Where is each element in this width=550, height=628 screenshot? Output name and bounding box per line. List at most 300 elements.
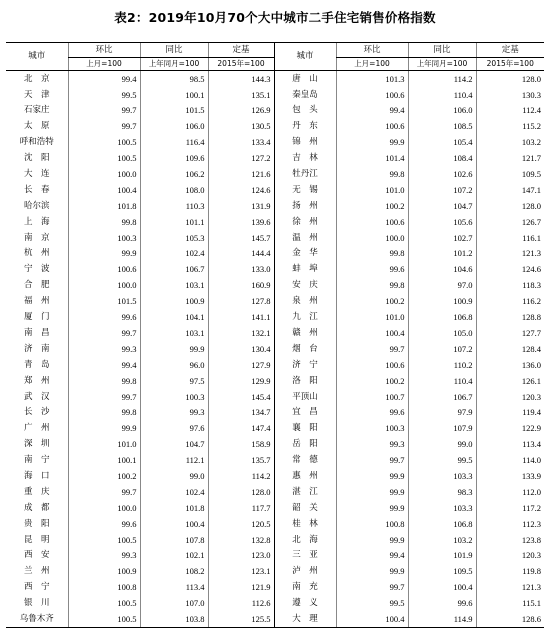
- mom-value-right: 101.3: [336, 71, 408, 87]
- yoy-value-left: 100.9: [140, 293, 208, 309]
- yoy-value-left: 101.8: [140, 500, 208, 516]
- city-name-right: 北 海: [274, 532, 336, 548]
- header-base-sub-left: 2015年=100: [208, 58, 274, 71]
- base-value-left: 158.9: [208, 436, 274, 452]
- mom-value-right: 101.0: [336, 182, 408, 198]
- base-value-right: 103.2: [476, 135, 544, 151]
- city-name-left: 宁 波: [23, 264, 50, 275]
- mom-value-left: 99.4: [68, 357, 140, 373]
- mom-value-right: 101.0: [336, 309, 408, 325]
- yoy-value-right: 114.2: [408, 71, 476, 87]
- yoy-value-left: 112.1: [140, 452, 208, 468]
- city-name-left: 大 连: [23, 169, 50, 180]
- header-row: [6, 43, 544, 58]
- yoy-value-right: 104.6: [408, 262, 476, 278]
- yoy-value-left: 99.0: [140, 468, 208, 484]
- city-name-left: 哈尔滨: [23, 200, 50, 211]
- city-name-right: 包 头: [274, 103, 336, 119]
- yoy-value-left: 97.5: [140, 373, 208, 389]
- mom-value-right: 100.4: [336, 611, 408, 627]
- mom-value-right: 99.9: [336, 564, 408, 580]
- base-value-right: 123.8: [476, 532, 544, 548]
- table-row: [6, 278, 544, 294]
- city-name-left: 西 宁: [23, 582, 50, 593]
- base-value-right: 133.9: [476, 468, 544, 484]
- base-value-left: 145.7: [208, 230, 274, 246]
- city-name-right: 温 州: [274, 230, 336, 246]
- base-value-left: 127.2: [208, 150, 274, 166]
- table-row: [6, 87, 544, 103]
- city-name-right: 常 德: [274, 452, 336, 468]
- base-value-left: 123.0: [208, 548, 274, 564]
- city-name-right: 襄 阳: [274, 421, 336, 437]
- mom-value-right: 99.9: [336, 532, 408, 548]
- table-row: [6, 580, 544, 596]
- base-value-right: 115.2: [476, 119, 544, 135]
- yoy-value-left: 101.1: [140, 214, 208, 230]
- city-name-left: 济 南: [23, 343, 50, 354]
- mom-value-left: 100.4: [68, 182, 140, 198]
- yoy-value-right: 110.4: [408, 87, 476, 103]
- yoy-value-left: 109.6: [140, 150, 208, 166]
- table-row: [6, 119, 544, 135]
- table-row: [6, 135, 544, 151]
- mom-value-left: 99.5: [68, 87, 140, 103]
- mom-value-right: 101.4: [336, 150, 408, 166]
- mom-value-left: 100.8: [68, 580, 140, 596]
- yoy-value-left: 105.3: [140, 230, 208, 246]
- mom-value-right: 99.9: [336, 468, 408, 484]
- yoy-value-right: 110.2: [408, 357, 476, 373]
- table-row: [6, 564, 544, 580]
- city-name-right: 泉 州: [274, 293, 336, 309]
- base-value-left: 160.9: [208, 278, 274, 294]
- header-yoy-right: 同比: [408, 43, 476, 58]
- base-value-right: 112.3: [476, 516, 544, 532]
- city-name-left: 福 州: [23, 296, 50, 307]
- mom-value-right: 100.2: [336, 373, 408, 389]
- base-value-right: 115.1: [476, 595, 544, 611]
- header-mom-right: 环比: [336, 43, 408, 58]
- base-value-right: 120.3: [476, 548, 544, 564]
- table-row: [6, 166, 544, 182]
- city-name-left: 海 口: [23, 470, 50, 481]
- mom-value-right: 100.8: [336, 516, 408, 532]
- city-name-left: 厦 门: [23, 312, 50, 323]
- table-row: [6, 341, 544, 357]
- yoy-value-right: 108.5: [408, 119, 476, 135]
- mom-value-right: 100.7: [336, 389, 408, 405]
- city-name-left: 兰 州: [23, 566, 50, 577]
- mom-value-left: 99.9: [68, 246, 140, 262]
- yoy-value-left: 100.3: [140, 389, 208, 405]
- base-value-right: 128.4: [476, 341, 544, 357]
- base-value-right: 128.0: [476, 71, 544, 87]
- city-name-left: 青 岛: [23, 359, 50, 370]
- mom-value-right: 99.8: [336, 278, 408, 294]
- price-index-table: [6, 42, 544, 628]
- table-row: [6, 611, 544, 627]
- city-name-left: 昆 明: [23, 534, 50, 545]
- city-name-left: 合 肥: [23, 280, 50, 291]
- city-name-left: 杭 州: [23, 248, 50, 259]
- base-value-left: 112.6: [208, 595, 274, 611]
- city-name-left: 贵 阳: [23, 518, 50, 529]
- base-value-right: 119.4: [476, 405, 544, 421]
- yoy-value-left: 106.0: [140, 119, 208, 135]
- base-value-right: 121.3: [476, 580, 544, 596]
- table-row: [6, 405, 544, 421]
- city-name-left: 石家庄: [23, 105, 50, 116]
- yoy-value-right: 114.9: [408, 611, 476, 627]
- mom-value-right: 99.4: [336, 103, 408, 119]
- base-value-left: 133.0: [208, 262, 274, 278]
- city-name-right: 济 宁: [274, 357, 336, 373]
- base-value-left: 130.4: [208, 341, 274, 357]
- mom-value-left: 100.0: [68, 278, 140, 294]
- yoy-value-left: 97.6: [140, 421, 208, 437]
- yoy-value-right: 103.3: [408, 468, 476, 484]
- mom-value-right: 99.9: [336, 135, 408, 151]
- yoy-value-left: 99.3: [140, 405, 208, 421]
- yoy-value-right: 97.9: [408, 405, 476, 421]
- yoy-value-right: 98.3: [408, 484, 476, 500]
- table-row: [6, 389, 544, 405]
- base-value-left: 127.8: [208, 293, 274, 309]
- city-name-left: 南 昌: [23, 327, 50, 338]
- base-value-left: 133.4: [208, 135, 274, 151]
- table-row: [6, 500, 544, 516]
- table-row: [6, 548, 544, 564]
- city-name-right: 湛 江: [274, 484, 336, 500]
- table-row: [6, 595, 544, 611]
- mom-value-left: 101.0: [68, 436, 140, 452]
- table-row: [6, 532, 544, 548]
- city-name-left: 武 汉: [23, 391, 50, 402]
- yoy-value-right: 100.4: [408, 580, 476, 596]
- table-row: [6, 230, 544, 246]
- base-value-left: 127.9: [208, 357, 274, 373]
- base-value-right: 127.7: [476, 325, 544, 341]
- base-value-left: 128.0: [208, 484, 274, 500]
- city-name-right: 平顶山: [274, 389, 336, 405]
- base-value-left: 117.7: [208, 500, 274, 516]
- city-name-right: 锦 州: [274, 135, 336, 151]
- base-value-right: 114.0: [476, 452, 544, 468]
- city-name-right: 韶 关: [274, 500, 336, 516]
- yoy-value-right: 99.6: [408, 595, 476, 611]
- base-value-left: 141.1: [208, 309, 274, 325]
- yoy-value-left: 102.4: [140, 246, 208, 262]
- yoy-value-right: 107.9: [408, 421, 476, 437]
- mom-value-left: 99.6: [68, 516, 140, 532]
- base-value-right: 126.7: [476, 214, 544, 230]
- city-name-left: 太 原: [23, 121, 50, 132]
- mom-value-right: 100.6: [336, 214, 408, 230]
- table-title: 表2：2019年10月70个大中城市二手住宅销售价格指数: [114, 10, 436, 25]
- table-row: [6, 452, 544, 468]
- header-yoy-sub-left: 上年同月=100: [140, 58, 208, 71]
- city-name-right: 安 庆: [274, 278, 336, 294]
- mom-value-right: 100.3: [336, 421, 408, 437]
- base-value-right: 118.3: [476, 278, 544, 294]
- table-row: [6, 150, 544, 166]
- yoy-value-left: 100.4: [140, 516, 208, 532]
- city-name-left: 成 都: [23, 502, 50, 513]
- city-name-left: 重 庆: [23, 486, 50, 497]
- mom-value-left: 101.8: [68, 198, 140, 214]
- city-name-right: 遵 义: [274, 595, 336, 611]
- yoy-value-left: 96.0: [140, 357, 208, 373]
- base-value-left: 123.1: [208, 564, 274, 580]
- mom-value-left: 99.6: [68, 309, 140, 325]
- header-base-sub-right: 2015年=100: [476, 58, 544, 71]
- city-name-right: 九 江: [274, 309, 336, 325]
- table-row: [6, 421, 544, 437]
- table-row: [6, 325, 544, 341]
- mom-value-left: 100.1: [68, 452, 140, 468]
- yoy-value-right: 101.9: [408, 548, 476, 564]
- mom-value-right: 99.5: [336, 595, 408, 611]
- mom-value-right: 99.8: [336, 166, 408, 182]
- table-row: [6, 516, 544, 532]
- yoy-value-left: 106.7: [140, 262, 208, 278]
- yoy-value-left: 113.4: [140, 580, 208, 596]
- yoy-value-left: 102.4: [140, 484, 208, 500]
- yoy-value-right: 106.7: [408, 389, 476, 405]
- mom-value-right: 99.7: [336, 452, 408, 468]
- base-value-right: 119.8: [476, 564, 544, 580]
- mom-value-right: 100.2: [336, 198, 408, 214]
- yoy-value-left: 106.2: [140, 166, 208, 182]
- base-value-left: 135.7: [208, 452, 274, 468]
- yoy-value-left: 101.5: [140, 103, 208, 119]
- table-row: [6, 262, 544, 278]
- base-value-left: 132.8: [208, 532, 274, 548]
- city-name-left: 西 安: [23, 550, 50, 561]
- mom-value-right: 100.2: [336, 293, 408, 309]
- mom-value-left: 100.2: [68, 468, 140, 484]
- table-row: [6, 468, 544, 484]
- city-name-left: 南 京: [23, 232, 50, 243]
- base-value-right: 136.0: [476, 357, 544, 373]
- city-name-left: 北 京: [23, 73, 50, 84]
- yoy-value-left: 108.0: [140, 182, 208, 198]
- yoy-value-left: 103.1: [140, 325, 208, 341]
- mom-value-left: 100.6: [68, 262, 140, 278]
- yoy-value-right: 107.2: [408, 182, 476, 198]
- yoy-value-left: 98.5: [140, 71, 208, 87]
- base-value-left: 129.9: [208, 373, 274, 389]
- yoy-value-right: 103.2: [408, 532, 476, 548]
- yoy-value-left: 116.4: [140, 135, 208, 151]
- yoy-value-right: 109.5: [408, 564, 476, 580]
- city-name-right: 丹 东: [274, 119, 336, 135]
- mom-value-left: 99.7: [68, 325, 140, 341]
- mom-value-left: 100.5: [68, 532, 140, 548]
- base-value-right: 112.4: [476, 103, 544, 119]
- yoy-value-right: 103.3: [408, 500, 476, 516]
- yoy-value-right: 105.4: [408, 135, 476, 151]
- table-body: [6, 71, 544, 628]
- yoy-value-left: 103.1: [140, 278, 208, 294]
- yoy-value-left: 107.8: [140, 532, 208, 548]
- mom-value-left: 100.5: [68, 135, 140, 151]
- base-value-left: 144.3: [208, 71, 274, 87]
- city-name-right: 岳 阳: [274, 436, 336, 452]
- city-name-right: 洛 阳: [274, 373, 336, 389]
- yoy-value-right: 106.8: [408, 309, 476, 325]
- base-value-right: 126.1: [476, 373, 544, 389]
- city-name-right: 赣 州: [274, 325, 336, 341]
- table-row: [6, 103, 544, 119]
- mom-value-left: 100.0: [68, 166, 140, 182]
- table-row: [6, 214, 544, 230]
- mom-value-right: 100.4: [336, 325, 408, 341]
- city-name-left: 呼和浩特: [19, 137, 54, 148]
- base-value-left: 147.4: [208, 421, 274, 437]
- mom-value-left: 99.7: [68, 119, 140, 135]
- yoy-value-right: 100.9: [408, 293, 476, 309]
- city-name-left: 长 沙: [23, 407, 50, 418]
- mom-value-left: 100.5: [68, 611, 140, 627]
- base-value-right: 120.3: [476, 389, 544, 405]
- base-value-right: 128.6: [476, 611, 544, 627]
- city-name-right: 唐 山: [274, 71, 336, 87]
- base-value-right: 130.3: [476, 87, 544, 103]
- yoy-value-right: 97.0: [408, 278, 476, 294]
- header-mom-sub-right: 上月=100: [336, 58, 408, 71]
- mom-value-left: 99.3: [68, 548, 140, 564]
- base-value-left: 134.7: [208, 405, 274, 421]
- base-value-left: 144.4: [208, 246, 274, 262]
- yoy-value-left: 99.9: [140, 341, 208, 357]
- mom-value-left: 100.5: [68, 150, 140, 166]
- yoy-value-left: 108.2: [140, 564, 208, 580]
- table-row: [6, 484, 544, 500]
- city-name-right: 秦皇岛: [274, 87, 336, 103]
- base-value-right: 122.9: [476, 421, 544, 437]
- table-row: [6, 246, 544, 262]
- base-value-right: 112.0: [476, 484, 544, 500]
- mom-value-left: 99.8: [68, 405, 140, 421]
- header-yoy-sub-right: 上年同月=100: [408, 58, 476, 71]
- base-value-left: 130.5: [208, 119, 274, 135]
- base-value-left: 124.6: [208, 182, 274, 198]
- yoy-value-right: 107.2: [408, 341, 476, 357]
- city-name-right: 三 亚: [274, 548, 336, 564]
- city-name-left: 广 州: [23, 423, 50, 434]
- base-value-left: 135.1: [208, 87, 274, 103]
- mom-value-right: 99.3: [336, 436, 408, 452]
- yoy-value-left: 104.1: [140, 309, 208, 325]
- city-name-right: 宜 昌: [274, 405, 336, 421]
- city-name-right: 南 充: [274, 580, 336, 596]
- base-value-left: 121.6: [208, 166, 274, 182]
- city-name-left: 南 宁: [23, 455, 50, 466]
- table-row: [6, 357, 544, 373]
- mom-value-right: 99.6: [336, 262, 408, 278]
- city-name-right: 蚌 埠: [274, 262, 336, 278]
- city-name-right: 扬 州: [274, 198, 336, 214]
- base-value-left: 132.1: [208, 325, 274, 341]
- mom-value-left: 99.8: [68, 214, 140, 230]
- city-name-right: 大 理: [274, 611, 336, 627]
- mom-value-right: 99.7: [336, 341, 408, 357]
- base-value-left: 139.6: [208, 214, 274, 230]
- city-name-left: 长 春: [23, 184, 50, 195]
- mom-value-left: 100.0: [68, 500, 140, 516]
- table-row: [6, 309, 544, 325]
- yoy-value-right: 104.7: [408, 198, 476, 214]
- header-mom-left: 环比: [68, 43, 140, 58]
- base-value-right: 128.0: [476, 198, 544, 214]
- header-yoy-left: 同比: [140, 43, 208, 58]
- header-mom-sub-left: 上月=100: [68, 58, 140, 71]
- city-name-right: 无 锡: [274, 182, 336, 198]
- base-value-left: 121.9: [208, 580, 274, 596]
- header-city-left: 城市: [6, 43, 68, 71]
- mom-value-right: 99.9: [336, 484, 408, 500]
- header-city-right: 城市: [274, 43, 336, 71]
- table-row: [6, 198, 544, 214]
- mom-value-left: 99.8: [68, 373, 140, 389]
- mom-value-right: 100.6: [336, 119, 408, 135]
- mom-value-left: 100.9: [68, 564, 140, 580]
- mom-value-right: 100.0: [336, 230, 408, 246]
- city-name-right: 烟 台: [274, 341, 336, 357]
- mom-value-right: 100.6: [336, 87, 408, 103]
- base-value-right: 128.8: [476, 309, 544, 325]
- city-name-left: 沈 阳: [23, 153, 50, 164]
- yoy-value-left: 110.3: [140, 198, 208, 214]
- yoy-value-right: 106.8: [408, 516, 476, 532]
- base-value-left: 126.9: [208, 103, 274, 119]
- city-name-left: 上 海: [23, 216, 50, 227]
- base-value-right: 113.4: [476, 436, 544, 452]
- base-value-right: 147.1: [476, 182, 544, 198]
- yoy-value-right: 106.0: [408, 103, 476, 119]
- header-base-right: 定基: [476, 43, 544, 58]
- table-row: [6, 293, 544, 309]
- base-value-left: 145.4: [208, 389, 274, 405]
- city-name-right: 牡丹江: [274, 166, 336, 182]
- mom-value-right: 99.9: [336, 500, 408, 516]
- mom-value-right: 100.6: [336, 357, 408, 373]
- city-name-left: 郑 州: [23, 375, 50, 386]
- table-row: [6, 71, 544, 87]
- city-name-left: 天 津: [23, 89, 50, 100]
- city-name-right: 徐 州: [274, 214, 336, 230]
- yoy-value-right: 108.4: [408, 150, 476, 166]
- base-value-left: 131.9: [208, 198, 274, 214]
- yoy-value-right: 101.2: [408, 246, 476, 262]
- base-value-right: 116.1: [476, 230, 544, 246]
- yoy-value-left: 100.1: [140, 87, 208, 103]
- base-value-right: 109.5: [476, 166, 544, 182]
- city-name-right: 惠 州: [274, 468, 336, 484]
- yoy-value-right: 110.4: [408, 373, 476, 389]
- yoy-value-left: 103.8: [140, 611, 208, 627]
- yoy-value-left: 104.7: [140, 436, 208, 452]
- mom-value-left: 99.4: [68, 71, 140, 87]
- base-value-right: 124.6: [476, 262, 544, 278]
- yoy-value-right: 105.6: [408, 214, 476, 230]
- mom-value-right: 99.7: [336, 580, 408, 596]
- city-name-left: 深 圳: [23, 439, 50, 450]
- table-row: [6, 182, 544, 198]
- mom-value-left: 99.7: [68, 484, 140, 500]
